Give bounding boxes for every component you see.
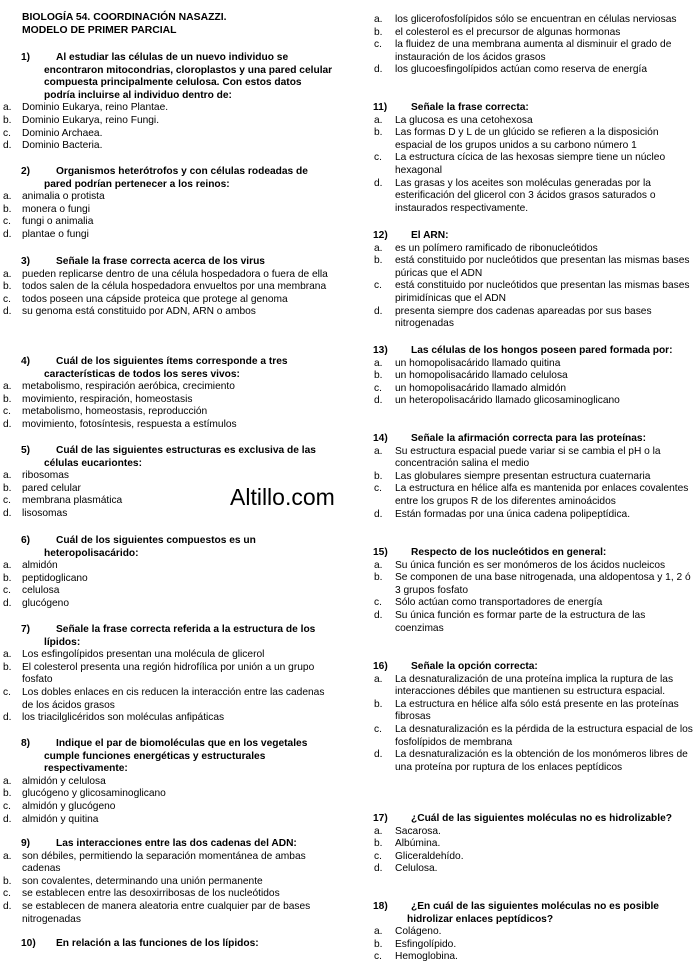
option-letter: b.	[374, 370, 383, 382]
answer-option	[0, 281, 340, 294]
answer-option	[0, 585, 340, 598]
answer-option	[0, 649, 340, 662]
option-letter: c.	[3, 293, 11, 305]
option-letter: d.	[3, 597, 12, 609]
answer-option	[0, 229, 340, 242]
option-letter: d.	[374, 64, 383, 76]
option-letter: a.	[3, 381, 12, 393]
answer-option	[0, 140, 340, 153]
answer-option	[351, 178, 700, 216]
option-text: animalia o protista	[22, 191, 105, 203]
answer-option	[351, 471, 700, 484]
question-14	[351, 433, 700, 521]
answer-option	[0, 560, 340, 573]
option-text: pueden replicarse dentro de una célula hospedadora o fuera de ella	[22, 268, 328, 280]
answer-option	[0, 662, 340, 687]
option-text: Dominio Bacteria.	[22, 140, 103, 152]
question-number: 4)	[21, 356, 31, 367]
answer-option	[351, 572, 700, 597]
option-text: todos poseen una cápside proteica que protege al genoma	[22, 293, 288, 305]
answer-option	[351, 115, 700, 128]
option-text: Se componen de una base nitrogenada, una aldopentosa y 1, 2 ó 3 grupos fosfato	[395, 572, 691, 596]
option-letter: b.	[3, 393, 12, 405]
option-letter: d.	[3, 228, 12, 240]
answer-option	[0, 470, 340, 483]
option-letter: c.	[3, 686, 11, 698]
option-text: celulosa	[22, 585, 60, 597]
question-text: Señale la frase correcta referida a la estructura de los lípidos:	[44, 624, 316, 648]
question-stem	[351, 901, 700, 926]
option-letter: b.	[3, 875, 12, 887]
question-stem	[0, 256, 340, 269]
option-letter: c.	[3, 127, 11, 139]
question-3	[0, 256, 340, 319]
question-continued	[351, 14, 700, 77]
option-letter: a.	[374, 825, 383, 837]
question-12	[351, 230, 700, 331]
option-text: Su única función es ser monómeros de los ácidos nucleicos	[395, 559, 666, 571]
option-letter: a.	[374, 445, 383, 457]
answer-option	[351, 749, 700, 774]
option-text: Esfingolípido.	[395, 938, 457, 950]
option-text: un homopolisacárido llamado almidón	[395, 382, 567, 394]
option-text: los triacilglicéridos son moléculas anfipáticas	[22, 712, 225, 724]
option-letter: b.	[3, 114, 12, 126]
question-number: 14)	[373, 433, 388, 444]
option-letter: a.	[3, 102, 12, 114]
option-text: Los esfingolípidos presentan una molécula de glicerol	[22, 649, 265, 661]
question-stem	[0, 445, 340, 470]
option-text: es un polímero ramificado de ribonucleótidos	[395, 242, 598, 254]
option-letter: d.	[3, 813, 12, 825]
exam-subtitle: MODELO DE PRIMER PARCIAL	[22, 25, 177, 36]
option-text: la fluidez de una membrana aumenta al disminuir el grado de instauración de los ácidos grasos	[395, 39, 672, 63]
answer-option	[0, 269, 340, 282]
question-17	[351, 813, 700, 876]
option-letter: c.	[374, 597, 382, 609]
option-text: peptidoglicano	[22, 572, 88, 584]
option-text: un homopolisacárido llamado quitina	[395, 357, 561, 369]
answer-option	[351, 851, 700, 864]
option-text: se establecen entre las desoxirribosas de los nucleótidos	[22, 888, 280, 900]
option-letter: a.	[3, 775, 12, 787]
option-letter: d.	[374, 177, 383, 189]
option-text: son covalentes, determinando una unión permanente	[22, 875, 263, 887]
option-letter: d.	[3, 140, 12, 152]
option-text: Las grasas y los aceites son moléculas generadas por la esterificación del glicerol con 3 ácidos grasos saturados o instaurados respectivamente.	[395, 177, 656, 214]
option-text: pared celular	[22, 482, 81, 494]
question-stem	[351, 813, 700, 826]
answer-option	[0, 598, 340, 611]
answer-option	[0, 788, 340, 801]
question-stem	[0, 624, 340, 649]
question-8	[0, 738, 340, 826]
question-text: Las células de los hongos poseen pared formada por:	[411, 345, 673, 356]
answer-option	[351, 926, 700, 939]
question-text: Organismos heterótrofos y con células rodeadas de pared podrían pertenecer a los reinos:	[44, 166, 308, 190]
option-letter: c.	[374, 382, 382, 394]
option-letter: b.	[374, 572, 383, 584]
answer-option	[351, 280, 700, 305]
watermark-text: Altillo.com	[230, 484, 335, 510]
question-stem	[0, 356, 340, 381]
question-text: Al estudiar las células de un nuevo individuo se encontraron mitocondrias, cloroplastos y una pared celular compuesta principalmente celulosa. Con estos datos podría incluirse al individuo dentro de:	[44, 52, 333, 101]
answer-option	[351, 560, 700, 573]
answer-option	[0, 128, 340, 141]
option-letter: d.	[374, 395, 383, 407]
question-4	[0, 356, 340, 432]
answer-option	[0, 419, 340, 432]
question-10	[0, 938, 340, 951]
answer-option	[351, 483, 700, 508]
question-number: 15)	[373, 547, 388, 558]
option-text: Dominio Archaea.	[22, 127, 103, 139]
question-stem	[0, 52, 340, 102]
option-text: se establecen de manera aleatoria entre cualquier par de bases nitrogenadas	[22, 900, 311, 925]
option-text: un homopolisacárido llamado celulosa	[395, 370, 568, 382]
option-text: Sólo actúan como transportadores de energía	[395, 597, 603, 609]
option-text: membrana plasmática	[22, 495, 123, 507]
answer-option	[0, 687, 340, 712]
exam-title: BIOLOGÍA 54. COORDINACIÓN NASAZZI.	[22, 12, 227, 23]
question-number: 11)	[373, 102, 388, 113]
option-text: presenta siempre dos cadenas apareadas por sus bases nitrogenadas	[395, 305, 652, 330]
question-stem	[351, 345, 700, 358]
option-letter: a.	[3, 268, 12, 280]
question-16	[351, 661, 700, 774]
question-number: 1)	[21, 52, 31, 63]
option-letter: a.	[3, 560, 12, 572]
option-letter: d.	[3, 418, 12, 430]
answer-option	[351, 383, 700, 396]
answer-option	[351, 152, 700, 177]
option-text: todos salen de la célula hospedadora envueltos por una membrana	[22, 281, 327, 293]
option-letter: b.	[3, 572, 12, 584]
option-letter: a.	[3, 470, 12, 482]
answer-option	[351, 243, 700, 256]
option-text: Su estructura espacial puede variar si se cambia el pH o la concentración salina el medio	[395, 445, 661, 470]
option-letter: c.	[374, 483, 382, 495]
answer-option	[351, 39, 700, 64]
option-letter: b.	[374, 698, 383, 710]
option-text: movimiento, respiración, homeostasis	[22, 393, 193, 405]
question-text: En relación a las funciones de los lípidos:	[56, 938, 259, 949]
question-number: 9)	[21, 838, 31, 849]
question-text: Cuál de las siguientes estructuras es exclusiva de las células eucariontes:	[44, 445, 316, 469]
question-1	[0, 52, 340, 153]
option-text: está constituido por nucleótidos que presentan las mismas bases pirimidínicas que el ADN	[395, 280, 690, 304]
answer-option	[0, 888, 340, 901]
answer-option	[351, 951, 700, 964]
answer-option	[0, 851, 340, 876]
answer-option	[0, 814, 340, 827]
option-text: almidón	[22, 560, 58, 572]
answer-option	[0, 876, 340, 889]
answer-option	[0, 102, 340, 115]
question-number: 6)	[21, 535, 31, 546]
question-11	[351, 102, 700, 215]
answer-option	[351, 939, 700, 952]
option-text: Dominio Eukarya, reino Fungi.	[22, 114, 160, 126]
option-text: almidón y quitina	[22, 813, 99, 825]
option-letter: c.	[3, 406, 11, 418]
option-text: Los dobles enlaces en cis reducen la interacción entre las cadenas de los ácidos grasos	[22, 686, 325, 711]
answer-option	[0, 306, 340, 319]
question-text: Señale la afirmación correcta para las proteínas:	[411, 433, 646, 444]
option-text: glucógeno	[22, 597, 70, 609]
question-number: 12)	[373, 230, 388, 241]
option-letter: b.	[374, 470, 383, 482]
question-13	[351, 345, 700, 408]
question-text: Las interacciones entre las dos cadenas del ADN:	[56, 838, 297, 849]
option-letter: b.	[374, 938, 383, 950]
answer-option	[0, 406, 340, 419]
option-text: glucógeno y glicosaminoglicano	[22, 788, 166, 800]
question-number: 17)	[373, 813, 388, 824]
question-number: 2)	[21, 166, 31, 177]
answer-option	[0, 294, 340, 307]
option-text: plantae o fungi	[22, 228, 89, 240]
option-text: El colesterol presenta una región hidrofílica por unión a un grupo fosfato	[22, 661, 315, 686]
answer-option	[351, 14, 700, 27]
option-letter: b.	[374, 127, 383, 139]
option-text: Las formas D y L de un glúcido se refieren a la disposición espacial de los grupos unidos a su carbono número 1	[395, 127, 659, 151]
answer-option	[351, 27, 700, 40]
option-letter: d.	[3, 306, 12, 318]
option-letter: b.	[3, 482, 12, 494]
option-letter: c.	[3, 585, 11, 597]
question-stem	[351, 102, 700, 115]
option-text: está constituido por nucleótidos que presentan las mismas bases púricas que el ADN	[395, 255, 690, 279]
question-number: 8)	[21, 738, 31, 749]
option-letter: c.	[3, 495, 11, 507]
option-text: un heteropolisacárido llamado glicosaminoglicano	[395, 395, 620, 407]
option-text: Las globulares siempre presentan estructura cuaternaria	[395, 470, 651, 482]
question-text: El ARN:	[411, 230, 449, 241]
option-text: La desnaturalización es la obtención de los monómeros libres de una proteína por ruptura de los enlaces peptídicos	[395, 749, 688, 773]
option-text: La estructura en hélice alfa sólo está presente en las proteínas fibrosas	[395, 698, 679, 723]
option-letter: a.	[374, 242, 383, 254]
question-text: Indique el par de biomoléculas que en los vegetales cumple funciones energéticas y estructurales respectivamente:	[44, 738, 308, 775]
option-letter: a.	[374, 926, 383, 938]
option-letter: a.	[3, 649, 12, 661]
question-text: Cuál de los siguientes ítems corresponde a tres características de todos los seres vivos:	[44, 356, 288, 380]
answer-option	[351, 597, 700, 610]
answer-option	[0, 776, 340, 789]
question-number: 13)	[373, 345, 388, 356]
option-text: fungi o animalia	[22, 216, 94, 228]
question-number: 16)	[373, 661, 388, 672]
answer-option	[351, 674, 700, 699]
option-text: Colágeno.	[395, 926, 442, 938]
answer-option	[351, 64, 700, 77]
answer-option	[351, 509, 700, 522]
option-text: son débiles, permitiendo la separación momentánea de ambas cadenas	[22, 850, 306, 875]
option-letter: b.	[374, 26, 383, 38]
question-stem	[0, 838, 340, 851]
option-text: Están formadas por una única cadena polipeptídica.	[395, 508, 631, 520]
option-letter: b.	[374, 255, 383, 267]
question-9	[0, 838, 340, 926]
question-2	[0, 166, 340, 242]
option-text: Sacarosa.	[395, 825, 441, 837]
option-text: Dominio Eukarya, reino Plantae.	[22, 102, 169, 114]
option-letter: d.	[374, 305, 383, 317]
question-text: Señale la opción correcta:	[411, 661, 538, 672]
question-stem	[0, 738, 340, 776]
question-text: Señale la frase correcta acerca de los virus	[56, 256, 265, 267]
option-text: monera o fungi	[22, 203, 90, 215]
option-letter: a.	[374, 559, 383, 571]
option-text: La desnaturalización de una proteína implica la ruptura de las interacciones débiles que mantienen su estructura espacial.	[395, 673, 674, 698]
answer-option	[351, 127, 700, 152]
option-text: La desnaturalización es la pérdida de la estructura espacial de los fosfolípidos de membrana	[395, 723, 693, 748]
answer-option	[351, 838, 700, 851]
option-text: el colesterol es el precursor de algunas hormonas	[395, 26, 621, 38]
answer-option	[351, 826, 700, 839]
answer-option	[0, 204, 340, 217]
question-number: 3)	[21, 256, 31, 267]
answer-option	[351, 610, 700, 635]
answer-option	[351, 255, 700, 280]
option-text: Celulosa.	[395, 863, 438, 875]
option-letter: b.	[3, 661, 12, 673]
option-letter: a.	[374, 357, 383, 369]
option-letter: a.	[374, 14, 383, 25]
option-letter: a.	[374, 114, 383, 126]
option-letter: d.	[374, 609, 383, 621]
answer-option	[351, 446, 700, 471]
answer-option	[0, 573, 340, 586]
question-number: 18)	[373, 901, 388, 912]
option-text: ribosomas	[22, 470, 69, 482]
option-letter: c.	[374, 152, 382, 164]
option-letter: d.	[3, 900, 12, 912]
question-15	[351, 547, 700, 635]
question-stem	[351, 661, 700, 674]
question-6	[0, 535, 340, 611]
option-letter: c.	[3, 800, 11, 812]
option-text: lisosomas	[22, 507, 68, 519]
option-letter: c.	[374, 723, 382, 735]
option-letter: b.	[3, 203, 12, 215]
option-letter: d.	[3, 507, 12, 519]
answer-option	[351, 370, 700, 383]
question-text: ¿Cuál de las siguientes moléculas no es hidrolizable?	[411, 813, 672, 824]
option-letter: b.	[3, 281, 12, 293]
answer-option	[351, 699, 700, 724]
option-letter: d.	[374, 863, 383, 875]
option-text: almidón y glucógeno	[22, 800, 116, 812]
answer-option	[351, 724, 700, 749]
question-text: Señale la frase correcta:	[411, 102, 529, 113]
option-text: Albúmina.	[395, 838, 441, 850]
option-text: Hemoglobina.	[395, 951, 458, 963]
option-letter: d.	[374, 749, 383, 761]
option-letter: c.	[3, 888, 11, 900]
option-text: movimiento, fotosíntesis, respuesta a estímulos	[22, 418, 237, 430]
question-number: 5)	[21, 445, 31, 456]
question-stem	[351, 547, 700, 560]
option-text: La glucosa es una cetohexosa	[395, 114, 533, 126]
option-letter: b.	[374, 838, 383, 850]
option-letter: d.	[374, 508, 383, 520]
option-text: Su única función es formar parte de la estructura de las coenzimas	[395, 609, 646, 634]
option-letter: a.	[3, 191, 12, 203]
answer-option	[351, 863, 700, 876]
question-text: Respecto de los nucleótidos en general:	[411, 547, 607, 558]
option-text: metabolismo, homeostasis, reproducción	[22, 406, 208, 418]
option-text: La estructura cícica de las hexosas siempre tiene un núcleo hexagonal	[395, 152, 666, 176]
question-stem	[0, 166, 340, 191]
answer-option	[0, 216, 340, 229]
answer-option	[0, 191, 340, 204]
question-stem	[0, 535, 340, 560]
answer-option	[0, 381, 340, 394]
answer-option	[351, 395, 700, 408]
question-stem	[0, 938, 340, 951]
answer-option	[0, 712, 340, 725]
answer-option	[0, 394, 340, 407]
question-18	[351, 901, 700, 964]
option-text: Gliceraldehído.	[395, 850, 464, 862]
answer-option	[0, 115, 340, 128]
option-letter: c.	[374, 850, 382, 862]
option-text: La estructura en hélice alfa es mantenida por enlaces covalentes entre los grupos R de los diferentes aminoácidos	[395, 483, 689, 507]
option-text: su genoma está constituido por ADN, ARN o ambos	[22, 306, 256, 318]
answer-option	[351, 358, 700, 371]
option-letter: c.	[3, 216, 11, 228]
option-text: almidón y celulosa	[22, 775, 106, 787]
option-letter: a.	[374, 673, 383, 685]
question-stem	[351, 230, 700, 243]
question-number: 10)	[21, 938, 36, 949]
option-letter: d.	[3, 712, 12, 724]
question-text: Cuál de los siguientes compuestos es un heteropolisacárido:	[44, 535, 256, 559]
option-letter: c.	[374, 39, 382, 51]
option-text: los glucoesfingolípidos actúan como reserva de energía	[395, 64, 648, 76]
option-letter: b.	[3, 788, 12, 800]
answer-option	[0, 901, 340, 926]
answer-option	[0, 801, 340, 814]
question-7	[0, 624, 340, 725]
option-letter: c.	[374, 280, 382, 292]
option-letter: c.	[374, 951, 382, 963]
option-text: metabolismo, respiración aeróbica, crecimiento	[22, 381, 235, 393]
question-text: ¿En cuál de las siguientes moléculas no es posible hidrolizar enlaces peptídicos?	[407, 901, 659, 925]
question-stem	[351, 433, 700, 446]
question-number: 7)	[21, 624, 31, 635]
answer-option	[351, 306, 700, 331]
option-letter: a.	[3, 850, 12, 862]
option-text: los glicerofosfolípidos sólo se encuentran en células nerviosas	[395, 14, 677, 25]
